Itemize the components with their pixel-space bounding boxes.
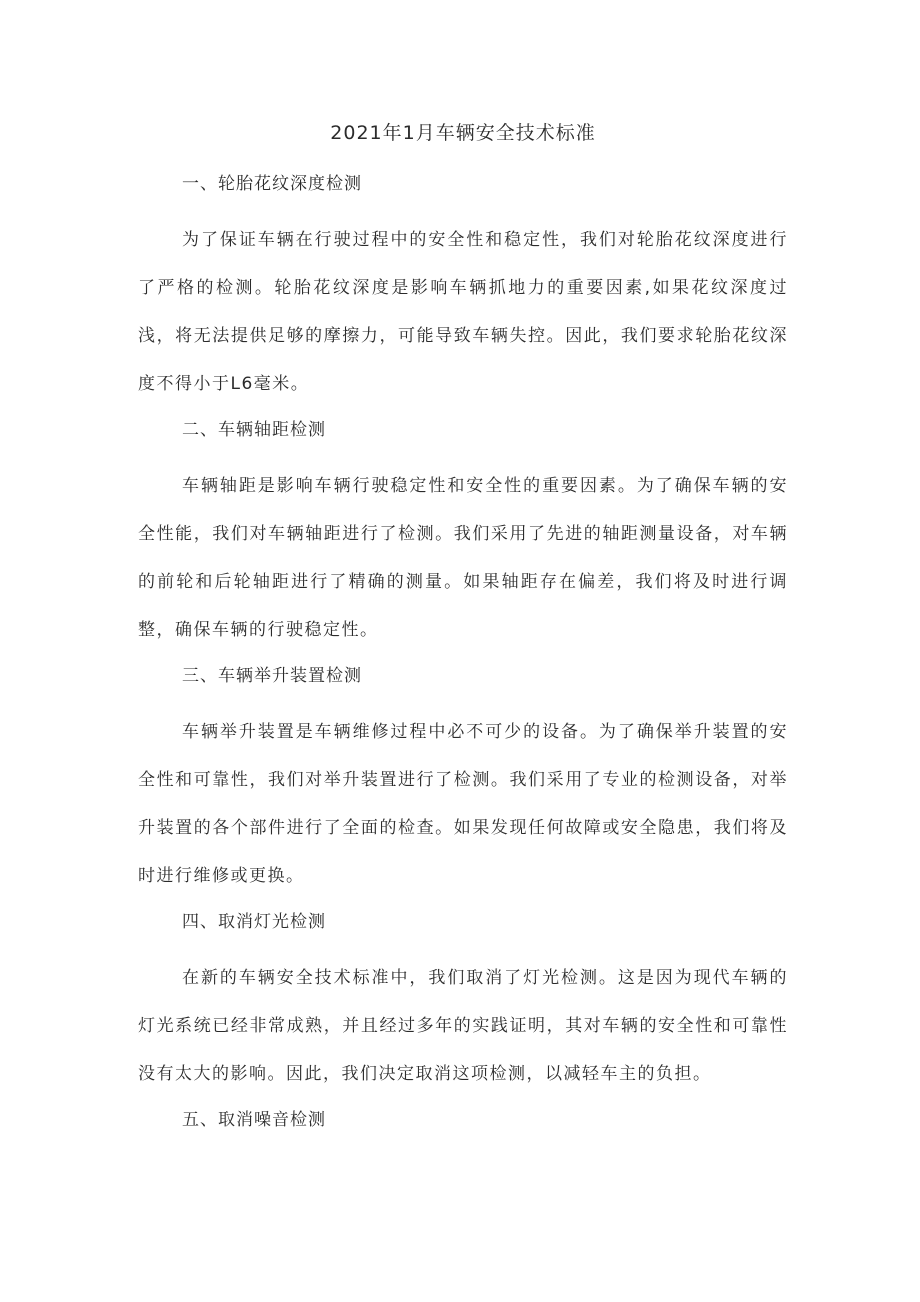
- section-heading-5: 五、取消噪音检测: [182, 1110, 326, 1130]
- section-paragraph-1: 为了保证车辆在行驶过程中的安全性和稳定性，我们对轮胎花纹深度进行了严格的检测。轮胎花纹深度是影响车辆抓地力的重要因素,如果花纹深度过浅，将无法提供足够的摩擦力，可能导致车辆失控。因此，我们要求轮胎花纹深度不得小于L6毫米。: [138, 230, 788, 394]
- document-title: 2021年1月车辆安全技术标准: [330, 122, 596, 144]
- section-heading-1: 一、轮胎花纹深度检测: [182, 174, 362, 194]
- document-page: [138, 118, 788, 1152]
- section-paragraph-3: 车辆举升装置是车辆维修过程中必不可少的设备。为了确保举升装置的安全性和可靠性，我们对举升装置进行了检测。我们采用了专业的检测设备，对举升装置的各个部件进行了全面的检查。如果发现任何故障或安全隐患，我们将及时进行维修或更换。: [138, 722, 788, 886]
- section-heading-3: 三、车辆举升装置检测: [182, 666, 362, 686]
- section-heading-2: 二、车辆轴距检测: [182, 420, 326, 440]
- section-heading-4: 四、取消灯光检测: [182, 912, 326, 932]
- section-paragraph-2: 车辆轴距是影响车辆行驶稳定性和安全性的重要因素。为了确保车辆的安全性能，我们对车辆轴距进行了检测。我们采用了先进的轴距测量设备，对车辆的前轮和后轮轴距进行了精确的测量。如果轴距存在偏差，我们将及时进行调整，确保车辆的行驶稳定性。: [138, 476, 788, 640]
- section-paragraph-4: 在新的车辆安全技术标准中，我们取消了灯光检测。这是因为现代车辆的灯光系统已经非常成熟，并且经过多年的实践证明，其对车辆的安全性和可靠性没有太大的影响。因此，我们决定取消这项检测，以减轻车主的负担。: [138, 968, 788, 1084]
